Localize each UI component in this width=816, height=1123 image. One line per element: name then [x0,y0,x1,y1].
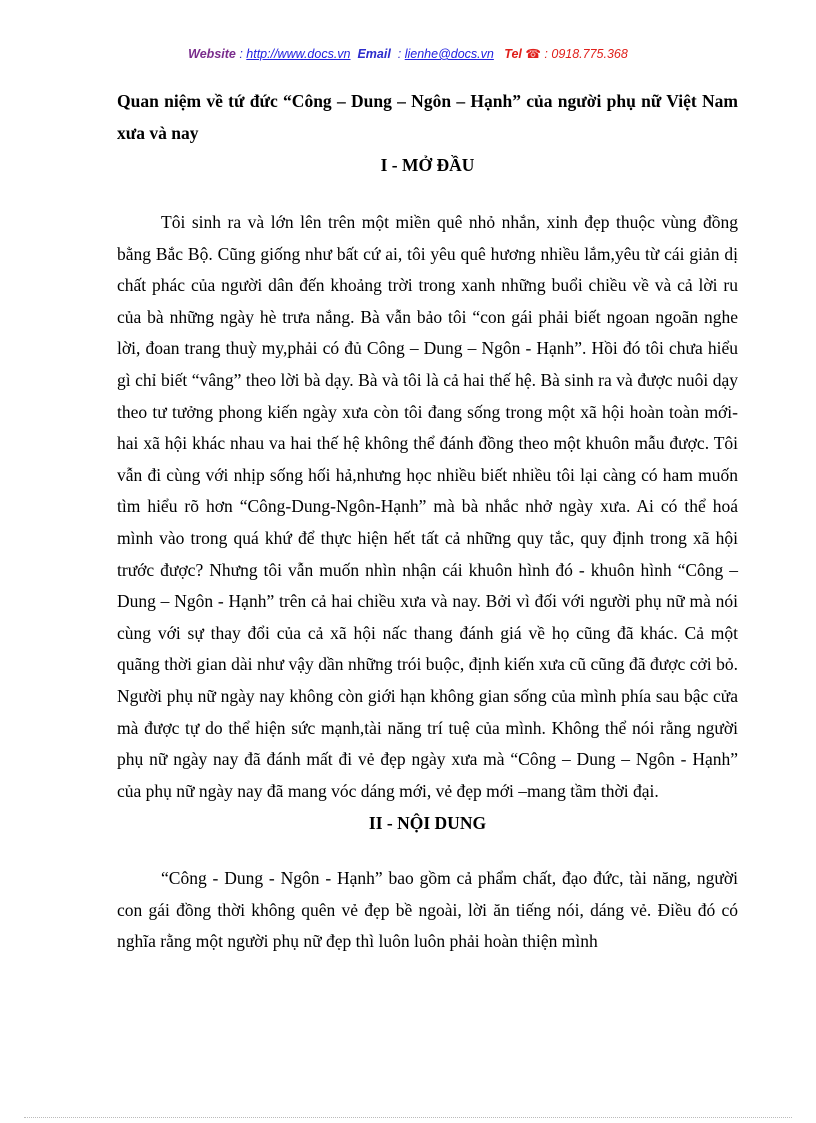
section-heading-content: II - NỘI DUNG [368,813,487,834]
content-paragraph: “Công - Dung - Ngôn - Hạnh” bao gồm cả phẩm chất, đạo đức, tài năng, người con gái đồng thời không quên vẻ đẹp bề ngoài, lời ăn tiếng nói, dáng vẻ. Điều đó có nghĩa rằng một người phụ nữ đẹp thì luôn luôn phải hoàn thiện mình [117,868,738,952]
tel-label: Tel [504,47,522,61]
document-title: Quan niệm về tứ đức “Công – Dung – Ngôn – Hạnh” của người phụ nữ Việt Nam xưa và nay [117,91,738,143]
website-label: Website [188,47,236,61]
document-body [117,85,738,958]
phone-icon: ☎ [525,47,541,61]
spacer [117,181,738,207]
page-header: Website : http://www.docs.vn Email : lienhe@docs.vn Tel ☎ : 0918.775.368 [188,47,628,61]
email-link[interactable]: lienhe@docs.vn [404,47,494,61]
page-footer-divider [24,1117,792,1118]
phone-number: 0918.775.368 [551,47,628,61]
intro-paragraph: Tôi sinh ra và lớn lên trên một miền quê nhỏ nhắn, xinh đẹp thuộc vùng đồng bằng Bắc Bộ. Cũng giống như bất cứ ai, tôi yêu quê hương nhiều lắm,yêu từ cái giản dị chất phác của người dân đến khoảng trời trong xanh những buổi chiều về và cả lời ru của bà những ngày hè trưa nắng. Bà vẫn bảo tôi “con gái phải biết ngoan ngoãn nghe lời, đoan trang thuỳ my,phải có đủ Công – Dung – Ngôn - Hạnh”. Hồi đó tôi chưa hiểu gì chỉ biết “vâng” theo lời bà dạy. Bà và tôi là cả hai thế hệ. Bà sinh ra và được nuôi dạy theo tư tưởng phong kiến ngày xưa còn tôi đang sống trong một xã hội hoàn toàn mới-hai xã hội khác nhau va hai thế hệ không thể đánh đồng theo một khuôn mẫu được. Tôi vẫn đi cùng với nhịp sống hối hả,nhưng học nhiều biết nhiều tôi lại càng có ham muốn tìm hiểu rõ hơn “Công-Dung-Ngôn-Hạnh” mà bà nhắc nhở ngày xưa. Ai có thể hoá mình vào trong quá khứ để thực hiện hết tất cả những quy tắc, quy định trong xã hội trước được? Nhưng tôi vẫn muốn nhìn nhận cái khuôn hình đó - khuôn hình “Công – Dung – Ngôn - Hạnh” trên cả hai chiều xưa và nay. Bởi vì đối với người phụ nữ mà nói cùng với sự thay đổi của cả xã hội nấc thang đánh giá về họ cũng đã khác. Cả một quãng thời gian dài như vậy dần những trói buộc, định kiến xưa cũ cũng đã được cởi bỏ. Người phụ nữ ngày nay không còn giới hạn không gian sống của mình phía sau bậc cửa mà được tự do thể hiện sức mạnh,tài năng trí tuệ của mình. Không thể nói rằng người phụ nữ ngày nay đã đánh mất đi vẻ đẹp ngày xưa mà “Công – Dung – Ngôn - Hạnh” của phụ nữ ngày nay đã mang vóc dáng mới, vẻ đẹp mới –mang tầm thời đại. [117,212,738,801]
section-heading-intro: I - MỞ ĐẦU [380,155,475,175]
email-label: Email [357,47,391,61]
website-link[interactable]: http://www.docs.vn [246,47,351,61]
spacer [117,839,738,863]
